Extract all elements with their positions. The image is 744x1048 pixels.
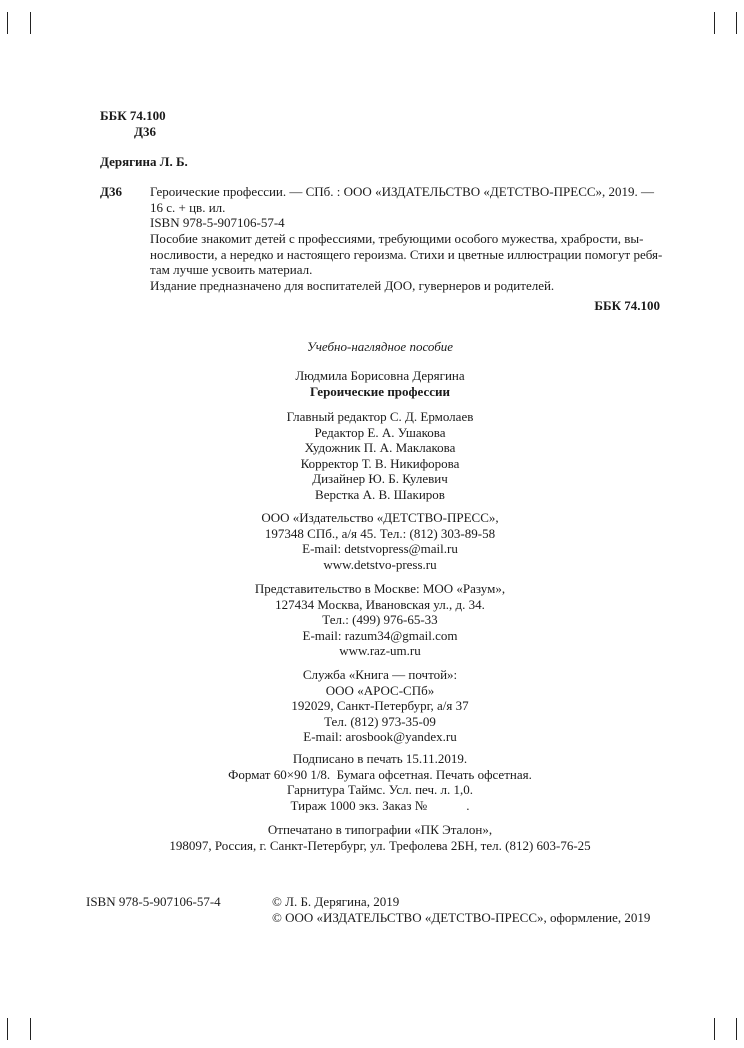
imprint-author-full: Людмила Борисовна Дерягина <box>295 368 465 383</box>
mail-service-line: Служба «Книга — почтой»: <box>302 667 458 682</box>
crop-mark-top-right-inner <box>714 12 715 34</box>
printer-line: Отпечатано в типографии «ПК Эталон», <box>267 822 493 837</box>
publisher-line: 197348 СПб., а/я 45. Тел.: (812) 303-89-58 <box>264 525 496 541</box>
record-isbn-line: ISBN 978-5-907106-57-4 <box>150 215 285 230</box>
printer-line: 198097, Россия, г. Санкт-Петербург, ул. Трефолева 2БН, тел. (812) 603-76-25 <box>169 837 591 853</box>
footer-isbn: ISBN 978-5-907106-57-4 <box>86 894 221 909</box>
moscow-website: www.raz-um.ru <box>339 643 421 658</box>
record-abstract-line-2: носливости, а нередко и настоящего героизма. Стихи и цветные иллюстрации помогут ребя- <box>150 247 663 262</box>
credit-line: Дизайнер Ю. Б. Кулевич <box>312 471 448 486</box>
bbk-code: ББК 74.100 <box>100 108 166 123</box>
record-mark: Д36 <box>100 184 122 199</box>
crop-mark-bottom-left-v <box>7 1018 8 1040</box>
mail-service-line: Тел. (812) 973-35-09 <box>324 713 436 729</box>
footer-copyright-publisher: © ООО «ИЗДАТЕЛЬСТВО «ДЕТСТВО-ПРЕСС», оформление, 2019 <box>272 910 651 925</box>
moscow-line: Тел.: (499) 976-65-33 <box>322 612 438 627</box>
moscow-line: Представительство в Москве: МОО «Разум», <box>254 581 506 596</box>
imprint-title-block <box>100 368 660 399</box>
moscow-email: E-mail: razum34@gmail.com <box>302 627 458 643</box>
crop-mark-bottom-left-inner <box>30 1018 31 1040</box>
publisher-line: ООО «Издательство «ДЕТСТВО-ПРЕСС», <box>261 510 499 525</box>
print-info-line: Тираж 1000 экз. Заказ № . <box>290 797 470 813</box>
imprint-credits <box>100 409 660 502</box>
crop-mark-top-left-inner <box>30 12 31 34</box>
bbk-right: ББК 74.100 <box>594 298 660 313</box>
record-pages-line: 16 с. + цв. ил. <box>150 200 226 215</box>
crop-mark-top-right-v <box>736 12 737 34</box>
record-abstract-line-3: там лучше усвоить материал. <box>150 262 313 277</box>
print-info-line: Подписано в печать 15.11.2019. <box>292 751 468 766</box>
print-info-line: Формат 60×90 1/8. Бумага офсетная. Печать офсетная. <box>228 766 532 782</box>
imprint-moscow <box>100 581 660 659</box>
credit-line: Художник П. А. Маклакова <box>304 440 456 455</box>
moscow-line: 127434 Москва, Ивановская ул., д. 34. <box>275 596 485 612</box>
crop-mark-top-left-v <box>7 12 8 34</box>
author-heading: Дерягина Л. Б. <box>100 154 188 169</box>
publisher-email: E-mail: detstvopress@mail.ru <box>302 541 458 556</box>
author-mark: Д36 <box>134 124 156 139</box>
imprint-print-info <box>100 751 660 813</box>
imprint-genre-block <box>100 339 660 355</box>
mail-service-email: E-mail: arosbook@yandex.ru <box>303 729 457 744</box>
record-abstract-line-1: Пособие знакомит детей с профессиями, требующими особого мужества, храбрости, вы- <box>150 231 644 246</box>
print-info-line: Гарнитура Таймс. Усл. печ. л. 1,0. <box>286 782 474 797</box>
crop-mark-bottom-right-inner <box>714 1018 715 1040</box>
mail-service-line: 192029, Санкт-Петербург, а/я 37 <box>291 698 469 713</box>
record-title-line: Героические профессии. — СПб. : ООО «ИЗДАТЕЛЬСТВО «ДЕТСТВО-ПРЕСС», 2019. — <box>150 184 655 199</box>
credit-line: Главный редактор С. Д. Ермолаев <box>286 409 474 424</box>
record-audience: Издание предназначено для воспитателей ДОО, гувернеров и родителей. <box>150 278 555 293</box>
credit-line: Корректор Т. В. Никифорова <box>300 455 460 471</box>
credit-line: Редактор Е. А. Ушакова <box>314 424 446 440</box>
imprint-mail-service <box>100 667 660 745</box>
mail-service-line: ООО «АРОС-СПб» <box>325 682 435 698</box>
imprint-publisher <box>100 510 660 572</box>
imprint-book-title: Героические профессии <box>310 383 450 399</box>
imprint-printer <box>100 822 660 853</box>
crop-mark-bottom-right-v <box>736 1018 737 1040</box>
credit-line: Верстка А. В. Шакиров <box>315 486 445 502</box>
publisher-website: www.detstvo-press.ru <box>323 556 437 572</box>
imprint-genre: Учебно-наглядное пособие <box>306 339 454 354</box>
footer-copyright-author: © Л. Б. Дерягина, 2019 <box>272 894 400 909</box>
